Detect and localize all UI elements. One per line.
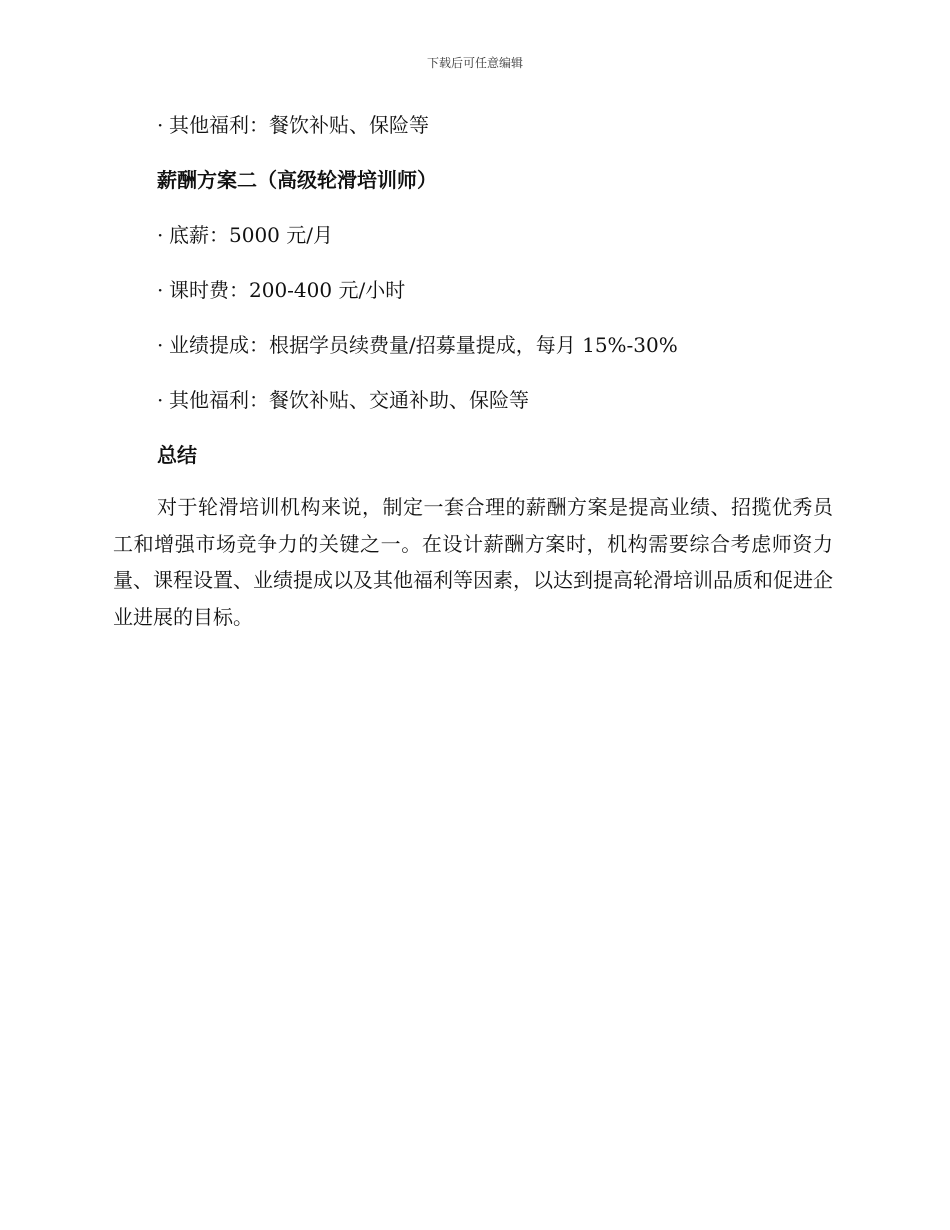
list-item-text: 业绩提成：根据学员续费量/招募量提成，每月 15%-30% [169,333,678,357]
list-item [113,330,833,360]
bullet-icon: · [157,278,164,302]
list-item-text: 其他福利：餐饮补贴、保险等 [169,113,429,137]
bullet-icon: · [157,333,164,357]
document-body [113,110,833,635]
bullet-icon: · [157,388,164,412]
bullet-icon: · [157,113,164,137]
section-heading-summary: 总结 [157,443,197,467]
list-item [113,385,833,415]
section-heading-plan2: 薪酬方案二（高级轮滑培训师） [157,168,437,192]
header-note: 下载后可任意编辑 [426,56,523,70]
list-item [113,220,833,250]
list-item [113,110,833,140]
summary-paragraph: 对于轮滑培训机构来说，制定一套合理的薪酬方案是提高业绩、招揽优秀员工和增强市场竞争力的关键之一。在设计薪酬方案时，机构需要综合考虑师资力量、课程设置、业绩提成以及其他福利等因素，以达到提高轮滑培训品质和促进企业进展的目标。 [113,495,833,629]
list-item-text: 课时费：200-400 元/小时 [169,278,406,302]
bullet-icon: · [157,223,164,247]
list-item-text: 底薪：5000 元/月 [169,223,333,247]
list-item [113,275,833,305]
list-item-text: 其他福利：餐饮补贴、交通补助、保险等 [169,388,529,412]
